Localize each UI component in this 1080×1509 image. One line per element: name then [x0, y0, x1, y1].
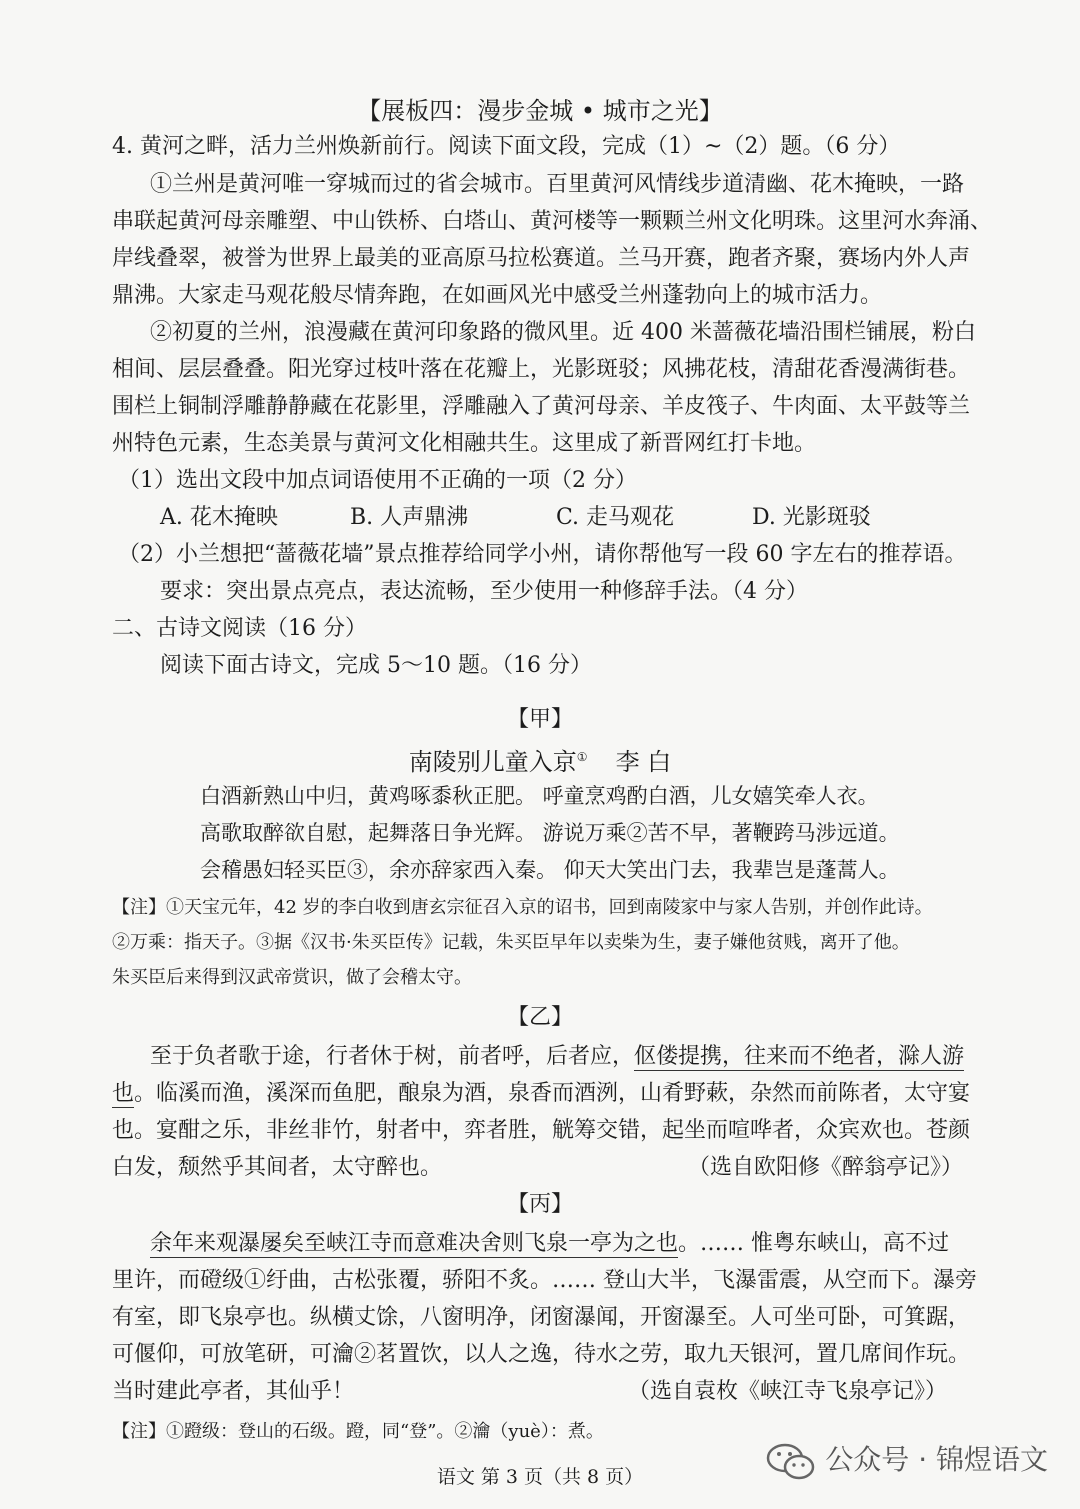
source-citation: （选自欧阳修《醉翁亭记》） — [688, 1155, 964, 1180]
page-footer: 语文 第 3 页（共 8 页） — [436, 1466, 644, 1488]
label-yi: 【乙】 — [506, 1005, 573, 1030]
passage-line: 州特色元素，生态美景与黄河文化相融共生。这里成了新晋网红打卡地。 — [112, 431, 817, 456]
passage-line: 里许，而磴级①纡曲，古松张覆，骄阳不炙。…… 登山大半，飞瀑雷震，从空而下。瀑旁 — [112, 1268, 977, 1293]
passage-line: 岸线叠翠，被誉为世界上最美的亚高原马拉松赛道。兰马开赛，跑者齐聚，赛场内外人声 — [112, 246, 971, 271]
poem-title — [0, 742, 1080, 777]
wechat-icon — [765, 1440, 817, 1484]
section-header: 【展板四：漫步金城 • 城市之光】 — [357, 97, 723, 125]
note-line: ②万乘：指天子。③据《汉书·朱买臣传》记载，朱买臣早年以卖柴为生，妻子嫌他贫贱，离开了他。 — [112, 932, 910, 953]
passage-line: 有室，即飞泉亭也。纵横丈馀，八窗明净，闭窗瀑闻，开窗瀑至。人可坐可卧，可箕踞， — [112, 1305, 971, 1330]
note-line: 【注】①天宝元年，42 岁的李白收到唐玄宗征召入京的诏书，回到南陵家中与家人告别，并创作此诗。 — [112, 897, 933, 918]
passage-line — [150, 1229, 949, 1259]
poem-title-text: 南陵别儿童入京 — [408, 748, 577, 776]
question-4: 4. 黄河之畔，活力兰州焕新前行。阅读下面文段，完成（1）~（2）题。（6 分） — [112, 134, 901, 159]
passage-line: 白发，颓然乎其间者，太守醉也。 — [112, 1155, 443, 1180]
passage-line: 鼎沸。大家走马观花般尽情奔跑，在如画风光中感受兰州蓬勃向上的城市活力。 — [112, 283, 883, 308]
option-d: D. 光影斑驳 — [752, 505, 871, 530]
poem-author: 李 白 — [615, 748, 672, 776]
section-two-instruction: 阅读下面古诗文，完成 5～10 题。（16 分） — [160, 653, 592, 678]
passage-line: 当时建此亭者，其仙乎！ — [112, 1379, 355, 1404]
section-two-title: 二、古诗文阅读（16 分） — [112, 616, 367, 641]
text-run: 。…… 惟粤东峡山，高不过 — [678, 1231, 950, 1256]
note-line: 【注】①蹬级：登山的石级。蹬，同“登”。②瀹（yuè）：煮。 — [112, 1421, 604, 1442]
passage-line — [112, 1079, 970, 1109]
passage-line: 围栏上铜制浮雕静静藏在花影里，浮雕融入了黄河母亲、羊皮筏子、牛肉面、太平鼓等兰 — [112, 394, 971, 419]
watermark-text: 公众号 · 锦煜语文 — [825, 1443, 1048, 1476]
passage-line: 相间、层层叠叠。阳光穿过枝叶落在花瓣上，光影斑驳；风拂花枝，清甜花香漫满街巷。 — [112, 357, 971, 382]
underlined-text: 伛偻提携，往来而不绝者，滁人游 — [634, 1044, 965, 1069]
requirement: 要求：突出景点亮点，表达流畅，至少使用一种修辞手法。（4 分） — [160, 579, 808, 604]
passage-line: 也。宴酣之乐，非丝非竹，射者中，弈者胜，觥筹交错，起坐而喧哗者，众宾欢也。苍颜 — [112, 1118, 971, 1143]
option-b: B. 人声鼎沸 — [350, 505, 469, 530]
source-citation: （选自袁枚《峡江寺飞泉亭记》） — [628, 1379, 948, 1404]
passage-line: 可偃仰，可放笔研，可瀹②茗置饮，以人之逸，待水之劳，取九天银河，置几席间作玩。 — [112, 1342, 971, 1367]
underlined-text: 余年来观瀑屡矣至峡江寺而意难决舍则飞泉一亭为之也 — [150, 1231, 679, 1256]
option-c: C. 走马观花 — [556, 505, 675, 530]
text-run: 。临溪而渔，溪深而鱼肥，酿泉为酒，泉香而酒洌，山肴野蔌，杂然而前陈者，太守宴 — [134, 1081, 971, 1106]
note-line: 朱买臣后来得到汉武帝赏识，做了会稽太守。 — [112, 967, 472, 988]
passage-line — [150, 1042, 964, 1072]
sub-question-1: （1）选出文段中加点词语使用不正确的一项（2 分） — [118, 468, 637, 493]
sub-question-2: （2）小兰想把“蔷薇花墙”景点推荐给同学小州，请你帮他写一段 60 字左右的推荐语。 — [118, 542, 967, 567]
text-run: 至于负者歌于途，行者休于树，前者呼，后者应， — [150, 1044, 635, 1069]
passage-line: 串联起黄河母亲雕塑、中山铁桥、白塔山、黄河楼等一颗颗兰州文化明珠。这里河水奔涌、 — [112, 209, 993, 234]
label-jia: 【甲】 — [506, 707, 573, 732]
passage-line: ①兰州是黄河唯一穿城而过的省会城市。百里黄河风情线步道清幽、花木掩映，一路 — [150, 172, 965, 197]
option-a: A. 花木掩映 — [160, 505, 278, 530]
poem-title-note: ① — [576, 750, 588, 764]
poem-line: 高歌取醉欲自慰，起舞落日争光辉。 游说万乘②苦不早，著鞭跨马涉远道。 — [200, 821, 900, 845]
passage-line: ②初夏的兰州，浪漫藏在黄河印象路的微风里。近 400 米蔷薇花墙沿围栏铺展，粉白 — [150, 320, 976, 345]
poem-line: 会稽愚妇轻买臣③，余亦辞家西入秦。 仰天大笑出门去，我辈岂是蓬蒿人。 — [200, 858, 900, 882]
label-bing: 【丙】 — [506, 1192, 573, 1217]
underlined-text: 也 — [112, 1081, 135, 1106]
poem-line: 白酒新熟山中归，黄鸡啄黍秋正肥。 呼童烹鸡酌白酒，儿女嬉笑牵人衣。 — [200, 784, 879, 808]
